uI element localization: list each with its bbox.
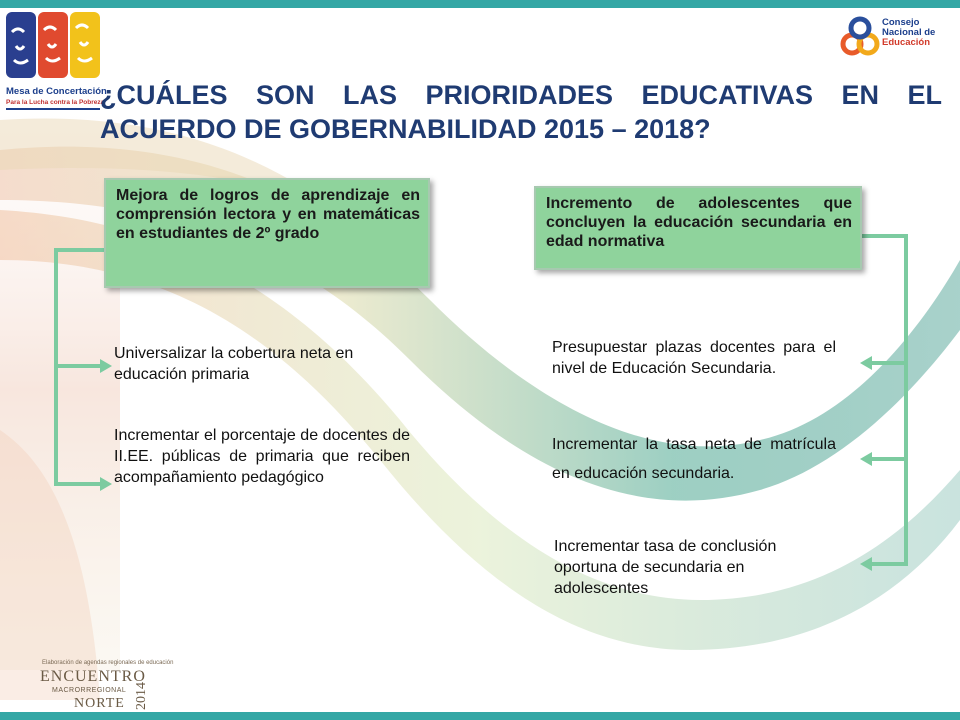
logo-right-line-2: Nacional de — [882, 27, 936, 38]
cne-logo-icon — [838, 14, 884, 62]
logo-left-subtitle: Para la Lucha contra la Pobreza — [6, 99, 105, 106]
page-title: ¿CUÁLES SON LAS PRIORIDADES EDUCATIVAS EN EL ACUERDO DE GOBERNABILIDAD 2015 – 2018? — [100, 80, 942, 144]
left-item-2: Incrementar el porcentaje de docentes de II.EE. públicas de primaria que reciben acompañamiento pedagógico — [114, 427, 410, 486]
consejo-nacional-educacion-logo — [838, 14, 954, 62]
top-accent-bar — [0, 0, 960, 8]
logo-left-underline — [6, 108, 100, 110]
event-logo-word-3: NORTE — [74, 696, 125, 711]
logo-right-line-1: Consejo — [882, 17, 920, 28]
faces-logo-icon — [4, 8, 102, 84]
logo-right-line-3: Educación — [882, 37, 931, 48]
priority-box-right: Incremento de adolescentes que concluyen la educación secundaria en edad normativa — [534, 186, 862, 270]
left-item-1: Universalizar la cobertura neta en educación primaria — [114, 345, 354, 383]
mesa-de-concertacion-logo — [4, 8, 107, 116]
logo-left-name: Mesa de Concertación — [6, 86, 107, 97]
event-logo-caption: Elaboración de agendas regionales de educación — [42, 660, 174, 666]
right-item-3: Incrementar tasa de conclusión oportuna de secundaria en adolescentes — [554, 538, 777, 597]
priority-box-left: Mejora de logros de aprendizaje en comprensión lectora y en matemáticas en estudiantes de 2º grado — [104, 178, 430, 288]
event-logo-year: 2014 — [134, 682, 149, 710]
encuentro-macrorregional-logo — [38, 660, 174, 714]
right-item-1: Presupuestar plazas docentes para el nivel de Educación Secundaria. — [552, 339, 836, 377]
event-logo-word-1: ENCUENTRO — [40, 668, 146, 685]
event-logo-word-2: MACRORREGIONAL — [52, 687, 127, 694]
right-item-2: Incrementar la tasa neta de matrícula en educación secundaria. — [552, 436, 836, 482]
